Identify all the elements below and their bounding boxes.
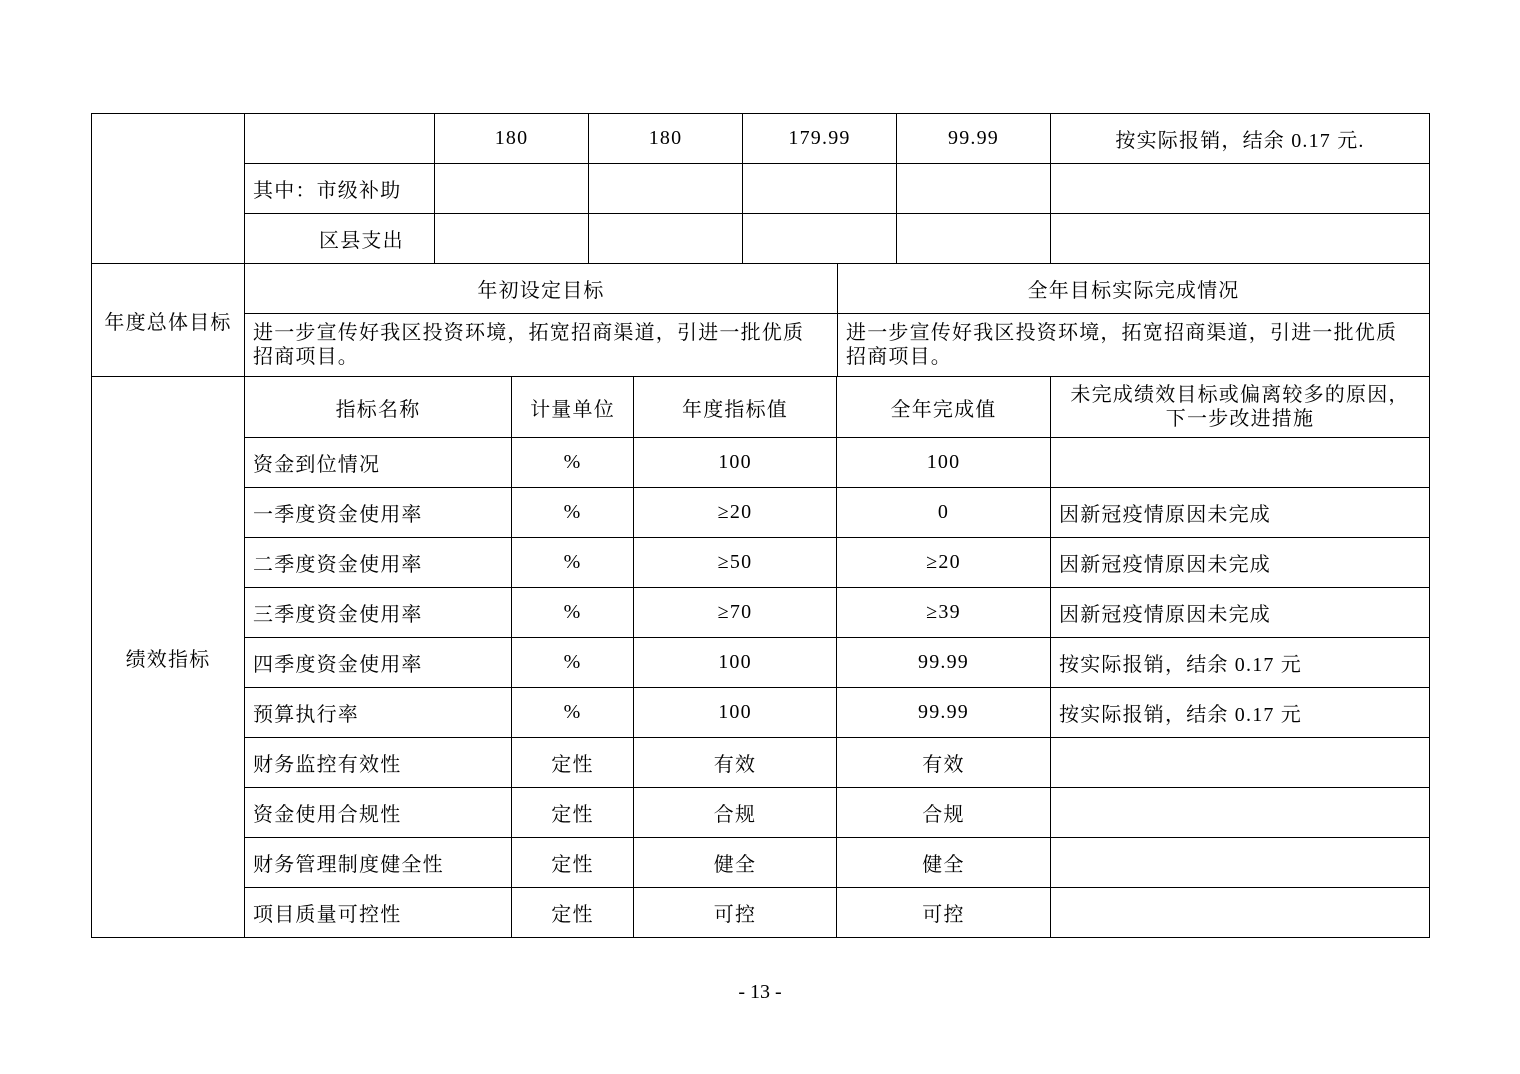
- indicator-row-5-unit: %: [511, 637, 634, 688]
- indicator-row-6-name: 预算执行率: [244, 687, 512, 738]
- planned-goal-line-2: 招商项目。: [253, 346, 359, 368]
- indicator-row-4-name: 三季度资金使用率: [244, 587, 512, 638]
- indicator-row-1-target: 100: [633, 437, 837, 488]
- header-unit: 计量单位: [511, 376, 634, 438]
- indicator-row-7-actual: 有效: [836, 737, 1051, 788]
- indicator-row-5-actual: 99.99: [836, 637, 1051, 688]
- funding-row-2-note: [1050, 163, 1430, 214]
- indicator-row-6-target: 100: [633, 687, 837, 738]
- indicator-row-7-name: 财务监控有效性: [244, 737, 512, 788]
- indicator-row-3-name: 二季度资金使用率: [244, 537, 512, 588]
- header-indicator-name: 指标名称: [244, 376, 512, 438]
- funding-row-3-value-3: [742, 213, 897, 264]
- indicator-row-3-unit: %: [511, 537, 634, 588]
- funding-row-1-value-2: 180: [588, 113, 743, 164]
- planned-goal-text: [244, 313, 838, 377]
- indicator-row-9-reason: [1050, 837, 1430, 888]
- indicator-row-6-unit: %: [511, 687, 634, 738]
- page-number: - 13 -: [738, 981, 782, 1003]
- funding-row-3-value-1: [434, 213, 589, 264]
- funding-label-cell: [91, 113, 245, 264]
- indicator-row-10-name: 项目质量可控性: [244, 887, 512, 938]
- indicator-row-6-actual: 99.99: [836, 687, 1051, 738]
- indicator-row-8-target: 合规: [633, 787, 837, 838]
- header-reason: [1050, 376, 1430, 438]
- indicator-row-4-actual: ≥39: [836, 587, 1051, 638]
- funding-row-1-label: [244, 113, 435, 164]
- indicator-row-6-reason: 按实际报销，结余 0.17 元: [1050, 687, 1430, 738]
- indicator-row-10-unit: 定性: [511, 887, 634, 938]
- indicator-row-4-unit: %: [511, 587, 634, 638]
- funding-row-2-value-1: [434, 163, 589, 214]
- header-reason-line-2: 下一步改进措施: [1165, 408, 1315, 430]
- actual-goal-header: 全年目标实际完成情况: [837, 263, 1430, 314]
- indicator-row-2-unit: %: [511, 487, 634, 538]
- indicator-row-5-target: 100: [633, 637, 837, 688]
- funding-row-3-note: [1050, 213, 1430, 264]
- indicator-row-10-target: 可控: [633, 887, 837, 938]
- funding-row-1-value-1: 180: [434, 113, 589, 164]
- indicator-row-2-reason: 因新冠疫情原因未完成: [1050, 487, 1430, 538]
- planned-goal-line-1: 进一步宣传好我区投资环境，拓宽招商渠道，引进一批优质: [253, 322, 805, 344]
- indicator-row-5-reason: 按实际报销，结余 0.17 元: [1050, 637, 1430, 688]
- indicator-row-1-name: 资金到位情况: [244, 437, 512, 488]
- indicator-row-8-unit: 定性: [511, 787, 634, 838]
- actual-goal-line-1: 进一步宣传好我区投资环境，拓宽招商渠道，引进一批优质: [846, 322, 1398, 344]
- indicator-row-3-target: ≥50: [633, 537, 837, 588]
- indicator-row-1-actual: 100: [836, 437, 1051, 488]
- indicator-row-5-name: 四季度资金使用率: [244, 637, 512, 688]
- indicator-row-9-unit: 定性: [511, 837, 634, 888]
- indicator-row-10-actual: 可控: [836, 887, 1051, 938]
- funding-row-3-label: 区县支出: [244, 213, 435, 264]
- header-annual-target: 年度指标值: [633, 376, 837, 438]
- indicator-row-9-target: 健全: [633, 837, 837, 888]
- indicator-row-7-reason: [1050, 737, 1430, 788]
- indicator-row-8-reason: [1050, 787, 1430, 838]
- actual-goal-text: [837, 313, 1430, 377]
- funding-row-2-label: 其中：市级补助: [244, 163, 435, 214]
- header-reason-line-1: 未完成绩效目标或偏离较多的原因，: [1070, 384, 1410, 406]
- indicator-row-3-actual: ≥20: [836, 537, 1051, 588]
- funding-row-3-value-2: [588, 213, 743, 264]
- indicator-row-8-name: 资金使用合规性: [244, 787, 512, 838]
- funding-row-1-value-4: 99.99: [896, 113, 1051, 164]
- funding-row-3-value-4: [896, 213, 1051, 264]
- indicator-row-4-target: ≥70: [633, 587, 837, 638]
- planned-goal-header: 年初设定目标: [244, 263, 838, 314]
- actual-goal-line-2: 招商项目。: [846, 346, 952, 368]
- indicator-row-1-unit: %: [511, 437, 634, 488]
- indicator-row-4-reason: 因新冠疫情原因未完成: [1050, 587, 1430, 638]
- indicator-row-7-unit: 定性: [511, 737, 634, 788]
- header-actual-value: 全年完成值: [836, 376, 1051, 438]
- indicator-row-3-reason: 因新冠疫情原因未完成: [1050, 537, 1430, 588]
- funding-row-2-value-3: [742, 163, 897, 214]
- funding-row-1-value-3: 179.99: [742, 113, 897, 164]
- funding-row-2-value-4: [896, 163, 1051, 214]
- annual-goal-label: 年度总体目标: [91, 263, 245, 377]
- funding-row-1-note: 按实际报销，结余 0.17 元.: [1050, 113, 1430, 164]
- indicator-row-2-target: ≥20: [633, 487, 837, 538]
- indicator-row-8-actual: 合规: [836, 787, 1051, 838]
- indicator-row-2-name: 一季度资金使用率: [244, 487, 512, 538]
- indicator-row-10-reason: [1050, 887, 1430, 938]
- performance-label: 绩效指标: [91, 376, 245, 938]
- indicator-row-1-reason: [1050, 437, 1430, 488]
- indicator-row-9-name: 财务管理制度健全性: [244, 837, 512, 888]
- indicator-row-7-target: 有效: [633, 737, 837, 788]
- indicator-row-2-actual: 0: [836, 487, 1051, 538]
- indicator-row-9-actual: 健全: [836, 837, 1051, 888]
- funding-row-2-value-2: [588, 163, 743, 214]
